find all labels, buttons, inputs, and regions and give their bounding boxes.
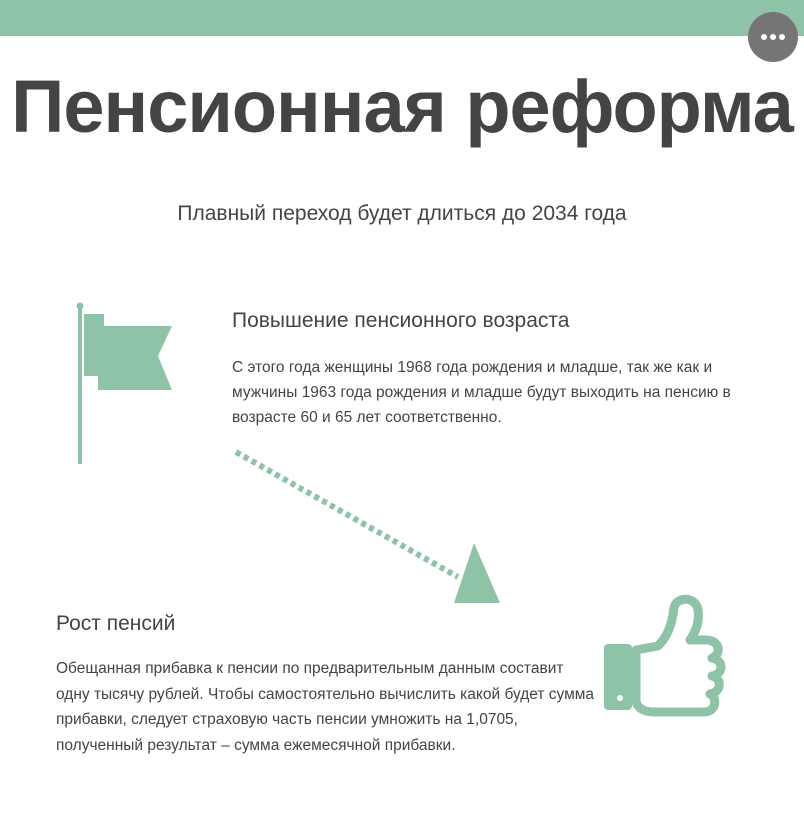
page-subtitle: Плавный переход будет длиться до 2034 года xyxy=(177,202,627,225)
section-age-text: С этого года женщины 1968 года рождения и младше, так же как и мужчины 1963 года рождения и младше будут выходить на пенсию в возрасте 60 и 65 лет соответственно. xyxy=(232,359,731,426)
more-horizontal-icon xyxy=(760,34,787,40)
flag-icon xyxy=(72,298,182,468)
section-pension-text: Обещанная прибавка к пенсии по предварительным данным составит одну тысячу рублей. Чтобы самостоятельно вычислить какой будет сумма прибавки, следует страховую часть пенсии умножить на 1,0705, полученный результат – сумма ежемесячной прибавки. xyxy=(56,660,595,754)
page-title: Пенсионная реформа xyxy=(11,65,793,148)
dotted-arrow-icon xyxy=(230,445,505,610)
section-pension-title: Рост пенсий xyxy=(56,612,176,635)
thumbs-up-icon xyxy=(598,588,738,728)
section-age-title: Повышение пенсионного возраста xyxy=(232,309,570,332)
more-options-button[interactable] xyxy=(748,12,798,62)
top-accent-bar xyxy=(0,0,804,36)
